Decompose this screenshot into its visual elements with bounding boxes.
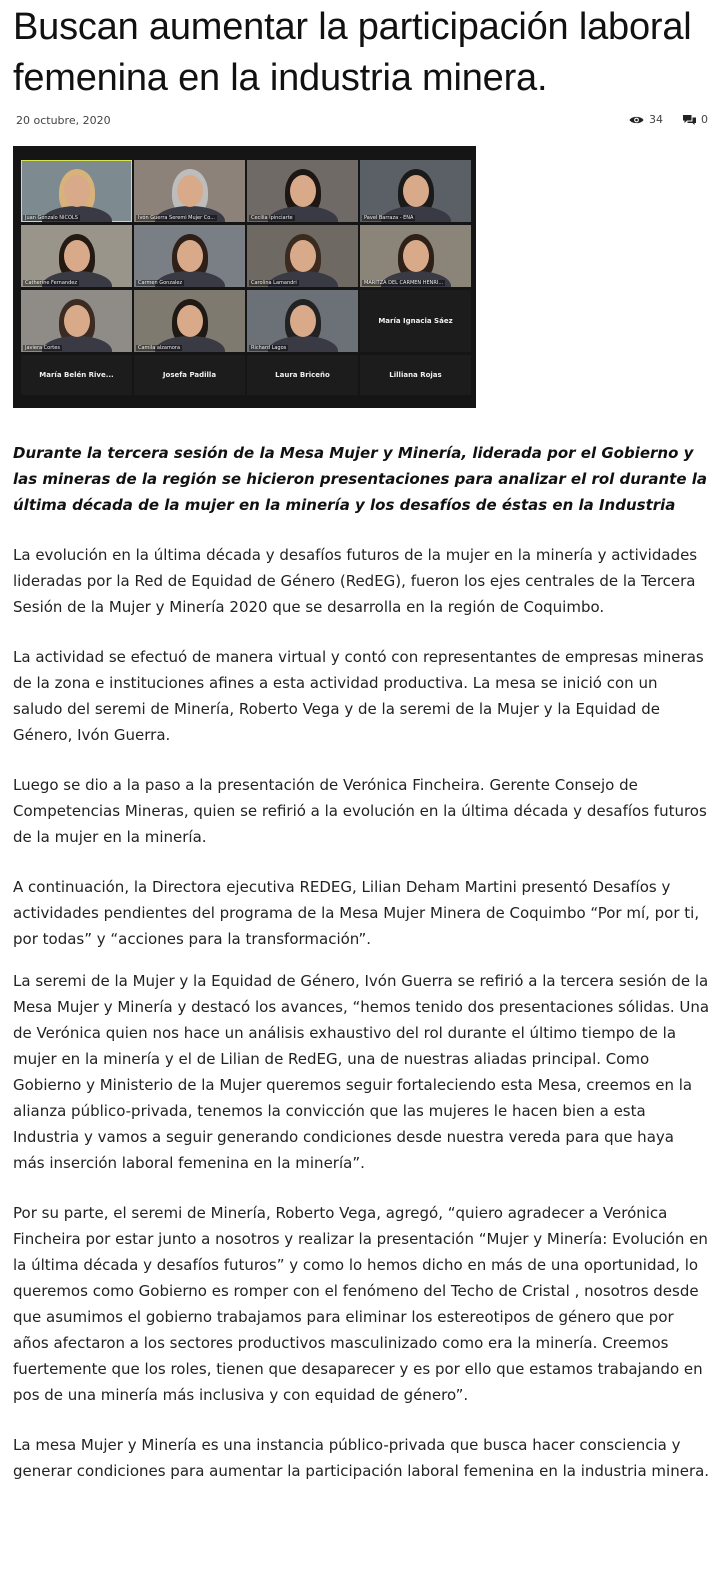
participant-face: [290, 175, 316, 207]
participant-name: María Ignacia Sáez: [378, 317, 453, 325]
comments-count[interactable]: [683, 113, 708, 126]
participant-name: Lilliana Rojas: [389, 371, 442, 379]
publish-date: 20 octubre, 2020: [16, 114, 111, 127]
video-tile: [21, 225, 132, 287]
participant-name: Laura Briceño: [275, 371, 330, 379]
video-tile: [360, 160, 471, 222]
paragraph: A continuación, la Directora ejecutiva REDEG, Lilian Deham Martini presentó Desafíos y actividades pendientes del programa de la Mesa Mujer Minera de Coquimbo “Por mí, por ti, por todas” y “acciones para la transformación”.: [13, 878, 700, 948]
participant-caption: MARITZA DEL CARMEN HENRI...: [364, 280, 444, 286]
participant-face: [290, 240, 316, 272]
participant-caption: Carmen Gonzalez: [138, 280, 183, 286]
participant-caption: Juan Gonzalo NICOLS: [25, 215, 78, 221]
paragraph: La actividad se efectuó de manera virtual y contó con representantes de empresas mineras de la zona e instituciones afines a esta actividad productiva. La mesa se inició con un saludo del seremi de Minería, Roberto Vega y de la seremi de la Mujer y la Equidad de Género, Ivón Guerra.: [13, 648, 704, 744]
video-tile-name-only: [134, 355, 245, 395]
participant-face: [177, 175, 203, 207]
video-tile: [21, 290, 132, 352]
video-tile: [21, 160, 132, 222]
paragraph: La seremi de la Mujer y la Equidad de Género, Ivón Guerra se refirió a la tercera sesión de la Mesa Mujer y Minería y destacó los avances, “hemos tenido dos presentaciones sólidas. Una de Verónica quien nos hace un análisis exhaustivo del rol durante el último tiempo de la mujer en la minería y el de Lilian de RedEG, una de nuestras aliadas principal. Como Gobierno y Ministerio de la Mujer queremos seguir fortaleciendo esta Mesa, creemos en la alianza público-privada, tenemos la convicción que las mujeres le hacen bien a esta Industria y vamos a seguir generando condiciones desde nuestra vereda para que haya más inserción laboral femenina en la minería”.: [13, 972, 710, 1172]
participant-caption: Javiera Cortes: [25, 345, 60, 351]
video-tile-name-only: [21, 355, 132, 395]
participant-name: María Belén Rive...: [39, 371, 114, 379]
participant-caption: Pavel Barraza - ENA: [364, 215, 414, 221]
participant-caption: Carolina Lamandri: [251, 280, 297, 286]
participant-caption: Camila alzamora: [138, 345, 181, 351]
eye-icon: [629, 115, 644, 125]
participant-face: [64, 305, 90, 337]
participant-caption: Richard Lagos: [251, 345, 287, 351]
video-tile: [360, 225, 471, 287]
article-stats: [629, 113, 708, 126]
participant-caption: Cecilia Ipinciarte: [251, 215, 293, 221]
article-title: Buscan aumentar la participación laboral femenina en la industria minera.: [13, 6, 692, 99]
participant-face: [64, 240, 90, 272]
paragraph: La evolución en la última década y desafíos futuros de la mujer en la minería y actividades lideradas por la Red de Equidad de Género (RedEG), fueron los ejes centrales de la Tercera Sesión de la Mujer y Minería 2020 que se desarrolla en la región de Coquimbo.: [13, 546, 698, 616]
comments-value: 0: [701, 113, 708, 126]
video-tile-name-only: [247, 355, 358, 395]
views-count: [629, 113, 663, 126]
video-call-grid: [21, 160, 471, 395]
article-lead: Durante la tercera sesión de la Mesa Mujer y Minería, liderada por el Gobierno y las mineras de la región se hicieron presentaciones para analizar el rol durante la última década de la mujer en la minería y los desafíos de éstas en la Industria: [13, 444, 707, 514]
video-tile: [247, 290, 358, 352]
participant-face: [64, 175, 90, 207]
video-tile: [134, 290, 245, 352]
participant-face: [177, 240, 203, 272]
article-body: [13, 542, 710, 1484]
video-tile: [247, 225, 358, 287]
participant-face: [403, 175, 429, 207]
paragraph: Por su parte, el seremi de Minería, Roberto Vega, agregó, “quiero agradecer a Verónica Fincheira por estar junto a nosotros y realizar la presentación “Mujer y Minería: Evolución en la última década y desafíos futuros” y como lo hemos dicho en más de una oportunidad, lo queremos como Gobierno es romper con el fenómeno del Techo de Cristal , nosotros desde que asumimos el gobierno trabajamos para eliminar los estereotipos de género que por años afectaron a los sectores productivos masculinizado como era la minería. Creemos fuertemente que los roles, tienen que desaparecer y es por ello que estamos trabajando en pos de una minería más inclusiva y con equidad de género”.: [13, 1204, 708, 1404]
participant-caption: Catherine Fernandez: [25, 280, 77, 286]
article-meta: [13, 112, 710, 134]
comment-icon: [683, 115, 696, 125]
views-value: 34: [649, 113, 663, 126]
article-photo: [13, 146, 476, 408]
participant-face: [290, 305, 316, 337]
participant-name: Josefa Padilla: [162, 371, 217, 379]
video-tile: [134, 160, 245, 222]
paragraph: Luego se dio a la paso a la presentación de Verónica Fincheira. Gerente Consejo de Competencias Mineras, quien se refirió a la evolución en la última década y desafíos futuros de la mujer en la minería.: [13, 776, 707, 846]
video-tile-name-only: [360, 355, 471, 395]
participant-face: [177, 305, 203, 337]
paragraph: La mesa Mujer y Minería es una instancia público-privada que busca hacer consciencia y generar condiciones para aumentar la participación laboral femenina en la industria minera.: [13, 1436, 710, 1480]
video-tile-name-only: [360, 290, 471, 352]
video-tile: [134, 225, 245, 287]
participant-caption: Ivón Guerra Seremi Mujer Co...: [138, 215, 215, 221]
video-tile: [247, 160, 358, 222]
participant-face: [403, 240, 429, 272]
